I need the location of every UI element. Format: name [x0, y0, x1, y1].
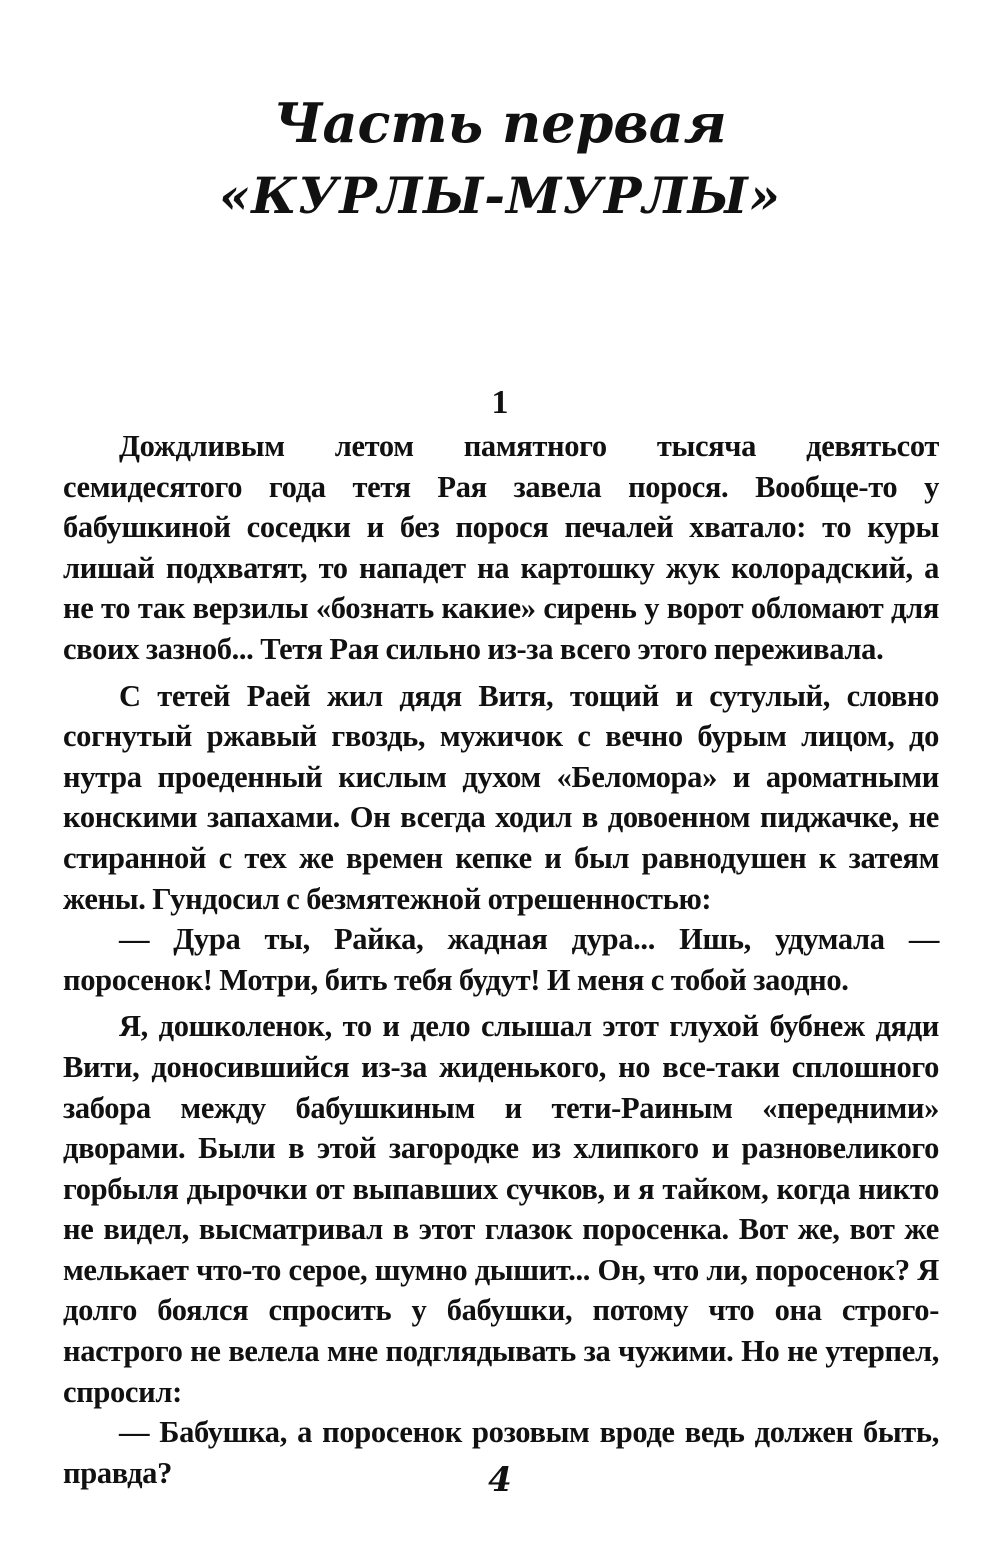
paragraph: Я, дошколенок, то и дело слышал этот глухой бубнеж дяди Вити, доносившийся из-за жиденького, но все-таки сплошного забора между бабушкиным и тети-Раиным «передними» дворами. Были в этой загородке из хлипкого и разновеликого горбыля дырочки от выпавших сучков, и я тайком, когда никто не видел, высматривал в этот глазок поросенка. Вот же, вот же мелькает что-то серое, шумно дышит... Он, что ли, поросенок? Я долго боялся спросить у бабушки, потому что она строго-настрого не велела мне подглядывать за чужими. Но не утерпел, спросил: — [63, 1009, 939, 1409]
chapter-number: 1 — [491, 384, 509, 421]
paragraph: С тетей Раей жил дядя Витя, тощий и сутулый, словно согнутый ржавый гвоздь, мужичок с вечно бурым лицом, до нутра проеденный кислым духом «Беломора» и ароматными конскими запахами. Он всегда ходил в довоенном пиджачке, не стиранной с тех же времен кепке и был равнодушен к затеям жены. Гундосил с безмятежной отрешенностью: — [63, 678, 939, 916]
page-number: 4 — [488, 1460, 512, 1500]
part-subtitle: «КУРЛЫ-МУРЛЫ» — [218, 165, 782, 225]
paragraph: — Бабушка, а поросенок розовым вроде ведь должен быть, правда? — [63, 1415, 939, 1490]
paragraph: Дождливым летом памятного тысяча девятьсот семидесятого года тетя Рая завела порося. Вообще-то у бабушкиной соседки и без порося печалей хватало: то куры лишай подхватят, то нападет на картошку жук колорадский, а не то так верзилы «бознать какие» сирень у ворот обломают для своих зазноб... Тетя Рая сильно из-за всего этого переживала. — [63, 429, 939, 666]
part-heading — [0, 92, 1000, 225]
body-text — [63, 426, 939, 1493]
paragraph: — Дура ты, Райка, жадная дура... Ишь, удумала — поросенок! Мотри, бить тебя будут! И меня с тобой заодно. — [63, 922, 939, 997]
part-title: Часть первая — [273, 91, 727, 155]
